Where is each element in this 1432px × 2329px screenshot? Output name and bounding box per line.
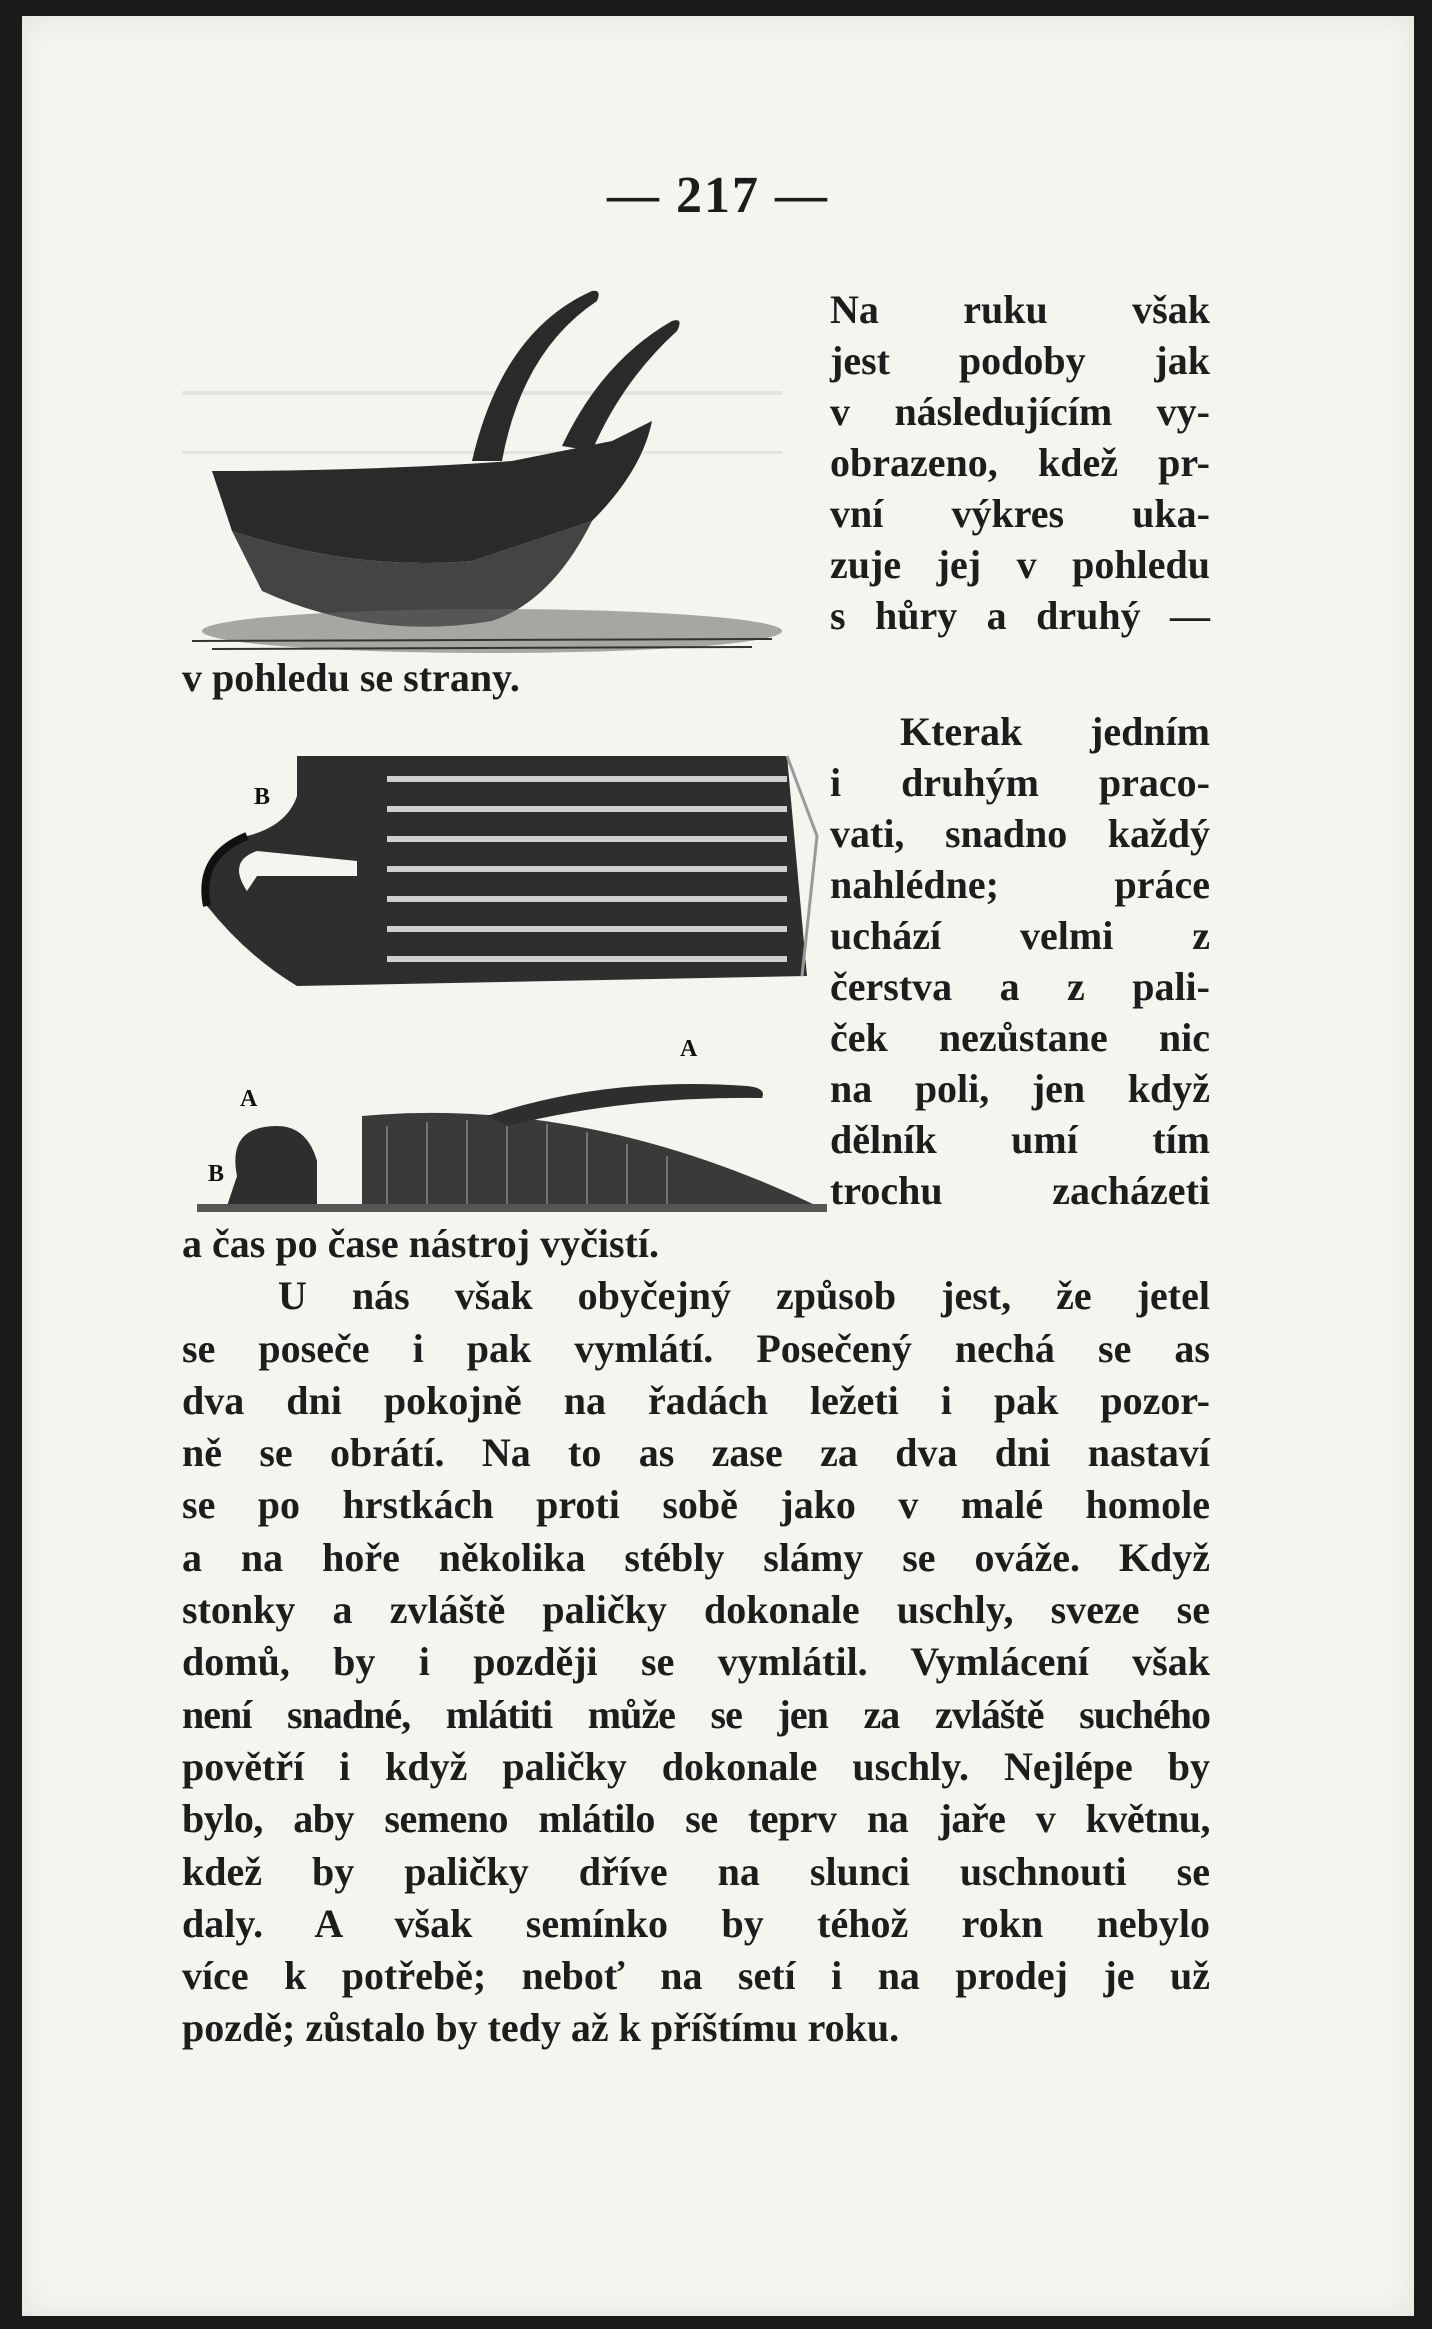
comb-rake-top-view-illustration: [187, 736, 827, 1001]
text-line: vní výkres uka-: [830, 491, 1210, 536]
text-line: Kterak jedním: [900, 709, 1210, 754]
text-line: se poseče i pak vymlátí. Posečený nechá se as: [182, 1325, 1210, 1371]
text-line: stonky a zvláště paličky dokonale uschly, sveze se: [182, 1587, 1210, 1633]
text-line: povětří i když paličky dokonale uschly. Nejlépe by: [182, 1743, 1210, 1789]
figure-caption: v pohledu se strany.: [182, 655, 520, 700]
text-line: a na hoře několika stébly slámy se ováže. Když: [182, 1534, 1210, 1580]
text-line: vati, snadno každý: [830, 811, 1210, 856]
text-line: zuje jej v pohledu: [830, 542, 1210, 587]
text-line: na poli, jen když: [830, 1066, 1210, 1111]
comb-rake-side-view-illustration: [187, 1056, 827, 1216]
text-line: daly. A však semínko by téhož rokn nebylo: [182, 1900, 1210, 1946]
text-line: domů, by i později se vymlátil. Vymlácení však: [182, 1639, 1210, 1685]
text-line: více k potřebě; neboť na setí i na prodej je už: [182, 1953, 1210, 1999]
text-line: čerstva a z pali-: [830, 964, 1210, 1009]
text-line: uchází velmi z: [830, 913, 1210, 958]
text-line: trochu zacházeti: [830, 1168, 1210, 1213]
text-line: pozdě; zůstalo by tedy až k příštímu roku.: [182, 2005, 900, 2051]
text-line: a čas po čase nástroj vyčistí.: [182, 1221, 659, 1266]
text-line: bylo, aby semeno mlátilo se teprv na jaře v květnu,: [182, 1796, 1210, 1842]
text-line: i druhým praco-: [830, 760, 1210, 805]
text-line: Na ruku však: [830, 287, 1210, 332]
side-column-2: [830, 706, 1210, 1216]
text-line: v následujícím vy-: [830, 389, 1210, 434]
text-line: s hůry a druhý —: [830, 593, 1210, 638]
wheelbarrow-rake-illustration: [172, 271, 812, 671]
figure-label-a-left: A: [240, 1086, 258, 1112]
text-line: ček nezůstane nic: [830, 1015, 1210, 1060]
figure-label-a-right: A: [680, 1036, 698, 1062]
text-line: kdež by paličky dříve na slunci uschnouti se: [182, 1848, 1210, 1894]
book-page: [22, 16, 1414, 2316]
text-line: není snadné, mlátiti může se jen za zvláště suchého: [182, 1691, 1210, 1737]
side-column-1: [830, 284, 1210, 641]
text-line: jest podoby jak: [830, 338, 1210, 383]
figure-label-b-top: B: [254, 784, 271, 810]
figure-label-b-side: B: [208, 1161, 225, 1187]
body-paragraph: [182, 1218, 1210, 2055]
text-line: obrazeno, kdež pr-: [830, 440, 1210, 485]
text-line: U nás však obyčejný způsob jest, že jetel: [278, 1273, 1210, 1319]
page-header: — 217 —: [607, 167, 829, 224]
text-line: nahlédne; práce: [830, 862, 1210, 907]
text-line: dva dni pokojně na řadách ležeti i pak pozor-: [182, 1377, 1210, 1423]
text-line: dělník umí tím: [830, 1117, 1210, 1162]
text-line: ně se obrátí. Na to as zase za dva dni nastaví: [182, 1430, 1210, 1476]
text-line: se po hrstkách proti sobě jako v malé homole: [182, 1482, 1210, 1528]
